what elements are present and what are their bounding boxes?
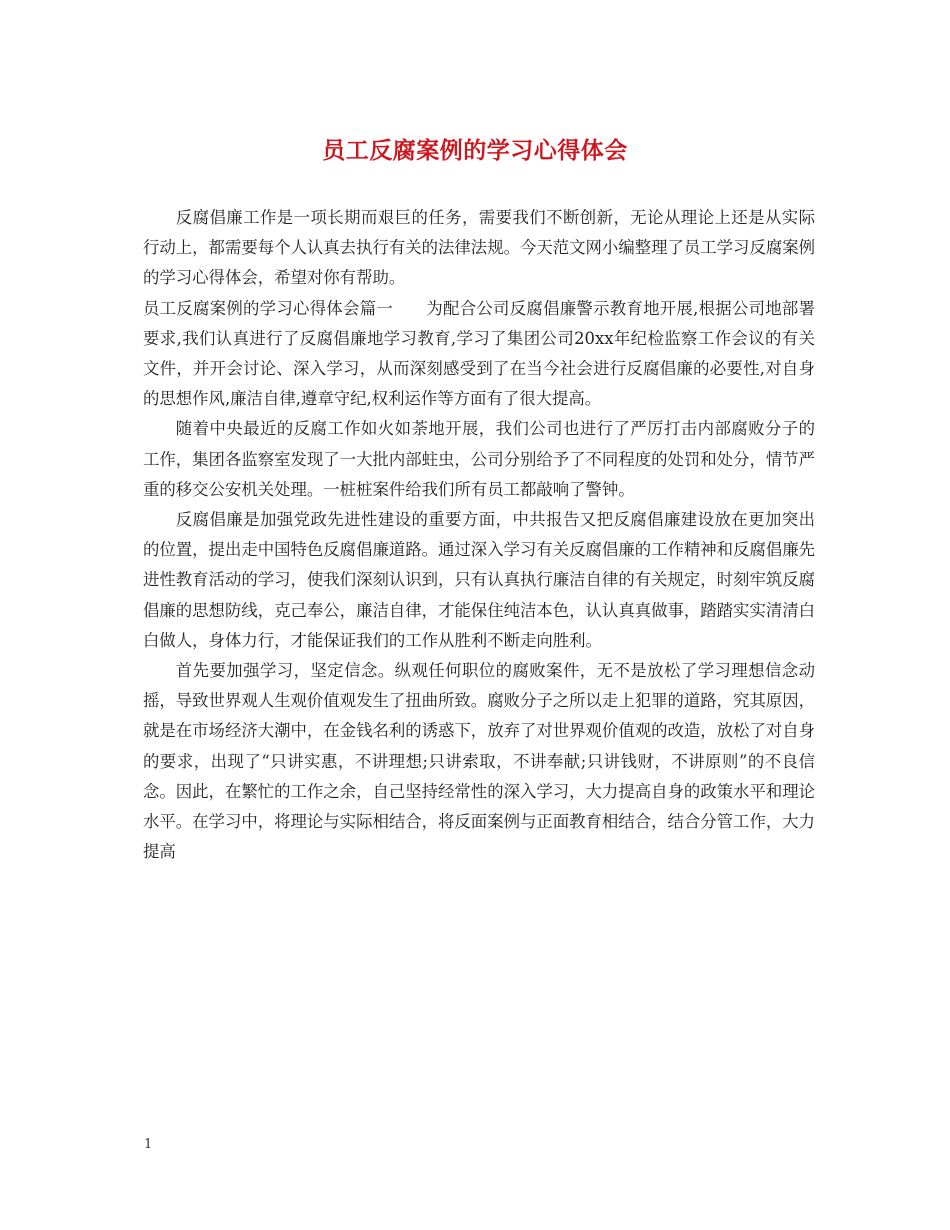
document-body [143,203,815,867]
page-number: 1 [144,1137,153,1152]
paragraph-party-building: 反腐倡廉是加强党政先进性建设的重要方面，中共报告又把反腐倡廉建设放在更加突出的位置，提出走中国特色反腐倡廉道路。通过深入学习有关反腐倡廉的工作精神和反腐倡廉先进性教育活动的学习，使我们深刻认识到，只有认真执行廉洁自律的有关规定，时刻牢筑反腐倡廉的思想防线，克己奉公，廉洁自律，才能保住纯洁本色，认认真真做事，踏踏实实清清白白做人，身体力行，才能保证我们的工作从胜利不断走向胜利。 [143,510,816,650]
paragraph-anticorruption-campaign: 随着中央最近的反腐工作如火如荼地开展，我们公司也进行了严厉打击内部腐败分子的工作，集团各监察室发现了一大批内部蛀虫，公司分别给予了不同程度的处罚和处分，情节严重的移交公安机关处理。一桩桩案件给我们所有员工都敲响了警钟。 [143,419,816,499]
document-title: 员工反腐案例的学习心得体会 [322,137,628,164]
paragraph-strengthen-study: 首先要加强学习，坚定信念。纵观任何职位的腐败案件，无不是放松了学习理想信念动摇，导致世界观人生观价值观发生了扭曲所致。腐败分子之所以走上犯罪的道路，究其原因，就是在市场经济大潮中，在金钱名利的诱惑下，放弃了对世界观价值观的改造，放松了对自身的要求，出现了“只讲实惠，不讲理想;只讲索取，不讲奉献;只讲钱财，不讲原则”的不良信念。因此，在繁忙的工作之余，自己坚持经常性的深入学习，大力提高自身的政策水平和理论水平。在学习中，将理论与实际相结合，将反面案例与正面教育相结合，结合分管工作，大力提高 [143,661,816,862]
paragraph-intro: 反腐倡廉工作是一项长期而艰巨的任务，需要我们不断创新，无论从理论上还是从实际行动上，都需要每个人认真去执行有关的法律法规。今天范文网小编整理了员工学习反腐案例的学习心得体会，希望对你有帮助。 [143,208,816,288]
paragraph-section-one: 员工反腐案例的学习心得体会篇一 为配合公司反腐倡廉警示教育地开展,根据公司地部署要求,我们认真进行了反腐倡廉地学习教育,学习了集团公司20xx年纪检监察工作会议的有关文件，并开会讨论、深入学习，从而深刻感受到了在当今社会进行反腐倡廉的必要性,对自身的思想作风,廉洁自律,遵章守纪,权利运作等方面有了很大提高。 [143,298,815,409]
